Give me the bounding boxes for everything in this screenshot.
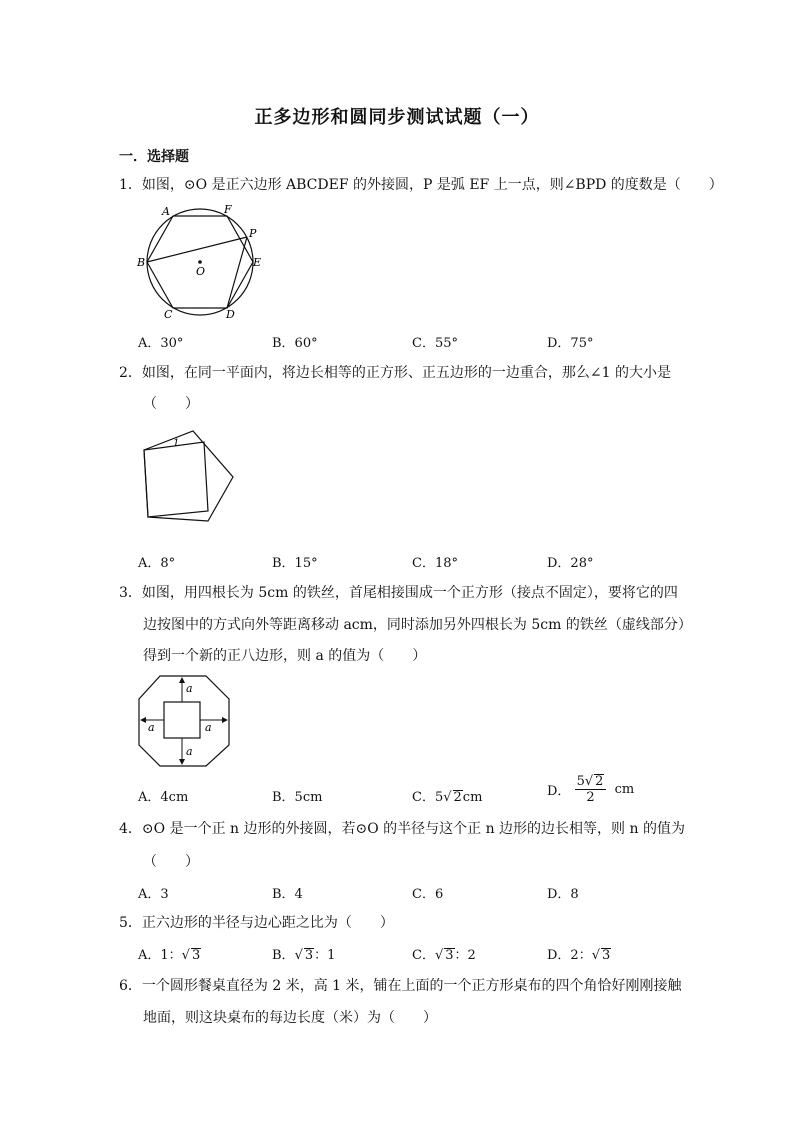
q5-option-d[interactable] xyxy=(547,944,611,963)
q3-option-c-prefix: C．5 xyxy=(412,790,444,805)
q3-label-a-right: a xyxy=(205,721,212,734)
question-6-line-1: 6．一个圆形餐桌直径为 2 米，高 1 米，铺在上面的一个正方形桌布的四个角恰好刚刚接触 xyxy=(119,978,682,994)
q5-option-d-prefix: D．2： xyxy=(547,948,592,963)
q5-option-a-prefix: A．1： xyxy=(138,948,182,963)
q5-option-c-prefix: C． xyxy=(412,948,435,963)
q4-option-b[interactable]: B．4 xyxy=(272,887,303,902)
q1-segment-pd xyxy=(227,237,247,308)
q3-option-d-radicand: 2 xyxy=(595,774,604,789)
question-4-line-2: （ ） xyxy=(143,854,199,870)
sqrt-icon: √ xyxy=(584,774,594,789)
q3-option-c[interactable] xyxy=(412,786,482,805)
q2-angle-label: 1 xyxy=(173,438,180,449)
section-heading: 一．选择题 xyxy=(119,149,189,165)
q5-option-a-radicand: 3 xyxy=(191,948,201,963)
q3-inner-square xyxy=(164,702,200,738)
q3-option-d-unit: cm xyxy=(614,782,635,797)
q3-option-b[interactable]: B．5cm xyxy=(272,790,323,805)
q1-label-p: P xyxy=(249,227,257,240)
q3-option-d-denominator: 2 xyxy=(586,790,595,805)
sqrt-icon: √ xyxy=(591,948,600,963)
q3-label-a-bottom: a xyxy=(186,745,193,758)
q5-option-b-prefix: B． xyxy=(272,948,295,963)
sqrt-icon: √ xyxy=(294,948,303,963)
q3-option-d-prefix: D． xyxy=(547,784,571,799)
q2-option-c[interactable]: C．18° xyxy=(412,556,458,571)
question-3-line-2: 边按图中的方式向外等距离移动 acm，同时添加另外四根长为 5cm 的铁丝（虚线部分） xyxy=(143,617,692,633)
page-title: 正多边形和圆同步测试试题（一） xyxy=(254,107,540,128)
q5-option-c[interactable] xyxy=(412,944,476,963)
q4-option-a[interactable]: A．3 xyxy=(138,887,169,902)
q1-segment-bp xyxy=(147,237,247,262)
q3-option-d-coef: 5 xyxy=(576,774,585,789)
q2-square xyxy=(144,442,208,517)
q1-label-o: O xyxy=(196,265,206,278)
q5-option-b-suffix: ：1 xyxy=(314,948,336,963)
q1-option-d[interactable]: D．75° xyxy=(547,336,594,351)
q2-figure xyxy=(138,425,242,535)
q2-option-b[interactable]: B．15° xyxy=(272,556,318,571)
question-1-text: 1．如图，⊙O 是正六边形 ABCDEF 的外接圆，P 是弧 EF 上一点，则∠BPD 的度数是（ ） xyxy=(119,177,723,193)
q5-option-c-suffix: ：2 xyxy=(454,948,476,963)
q1-label-a: A xyxy=(162,205,170,218)
q3-option-c-radicand: 2 xyxy=(453,790,462,805)
q5-option-c-radicand: 3 xyxy=(445,948,454,963)
q4-option-d[interactable]: D．8 xyxy=(547,887,579,902)
q4-option-c[interactable]: C．6 xyxy=(412,887,444,902)
q5-option-b[interactable] xyxy=(272,944,335,963)
q1-option-c[interactable]: C．55° xyxy=(412,336,458,351)
question-6-line-2: 地面，则这块桌布的每边长度（米）为（ ） xyxy=(143,1010,437,1026)
question-2-line-1: 2．如图，在同一平面内，将边长相等的正方形、正五边形的一边重合，那么∠1 的大小是 xyxy=(119,365,671,381)
q1-option-a[interactable]: A．30° xyxy=(138,336,184,351)
q1-label-d: D xyxy=(226,308,235,321)
sqrt-icon: √ xyxy=(443,790,452,805)
q2-option-a[interactable]: A．8° xyxy=(138,556,176,571)
q3-figure xyxy=(136,673,232,769)
q5-option-b-radicand: 3 xyxy=(304,948,314,963)
q1-label-b: B xyxy=(137,256,146,269)
q3-option-d-fraction xyxy=(575,774,607,805)
q1-label-f: F xyxy=(224,203,232,216)
q5-option-d-radicand: 3 xyxy=(602,948,611,963)
q1-figure xyxy=(136,200,268,322)
q1-label-c: C xyxy=(164,308,173,321)
sqrt-icon: √ xyxy=(181,948,190,963)
q2-option-d[interactable]: D．28° xyxy=(547,556,594,571)
q1-option-b[interactable]: B．60° xyxy=(272,336,318,351)
q1-label-e: E xyxy=(253,256,262,269)
q3-option-d[interactable] xyxy=(547,774,634,805)
question-2-line-2: （ ） xyxy=(143,396,199,412)
question-4-line-1: 4．⊙O 是一个正 n 边形的外接圆，若⊙O 的半径与这个正 n 边形的边长相等，则 n 的值为 xyxy=(119,821,685,837)
q5-option-a[interactable] xyxy=(138,944,201,963)
q3-option-c-unit: cm xyxy=(462,790,483,805)
question-5-text: 5．正六边形的半径与边心距之比为（ ） xyxy=(119,915,394,931)
sqrt-icon: √ xyxy=(434,948,444,963)
question-3-line-1: 3．如图，用四根长为 5cm 的铁丝，首尾相接围成一个正方形（接点不固定），要将它的四 xyxy=(119,585,678,601)
question-3-line-3: 得到一个新的正八边形，则 a 的值为（ ） xyxy=(143,648,427,664)
q3-label-a-top: a xyxy=(186,682,193,695)
q3-label-a-left: a xyxy=(148,721,155,734)
q3-option-a[interactable]: A．4cm xyxy=(138,790,189,805)
q1-center-dot xyxy=(198,260,202,264)
